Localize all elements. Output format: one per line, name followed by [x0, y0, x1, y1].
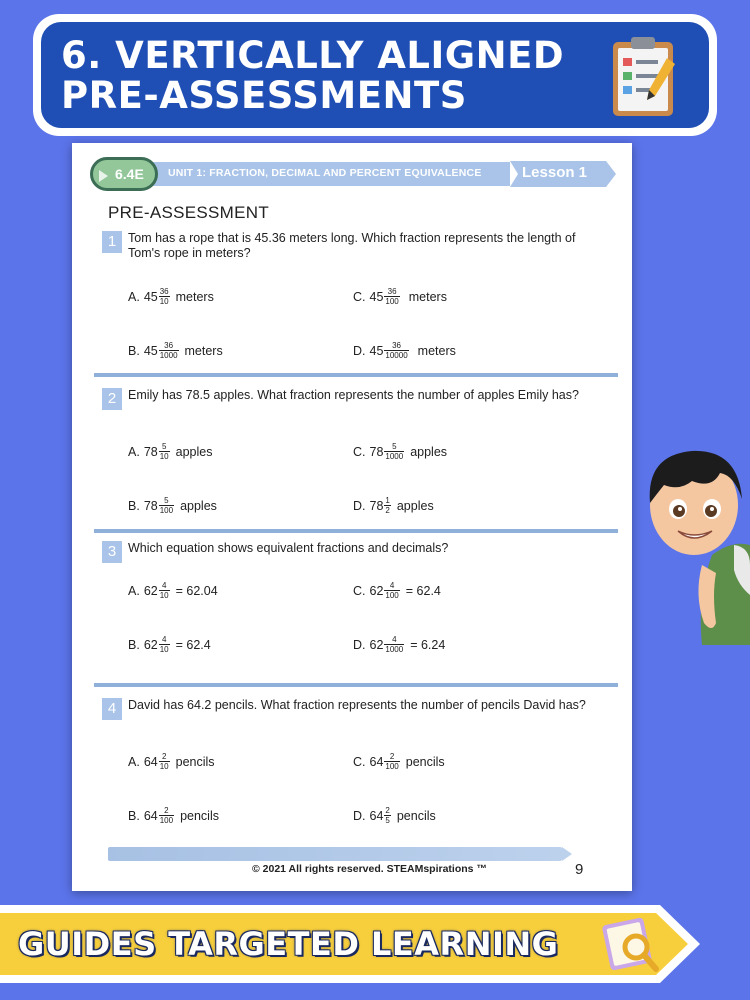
fraction: [159, 287, 170, 306]
option-d[interactable]: [353, 496, 434, 515]
option-letter: C.: [353, 289, 366, 304]
fraction: [159, 341, 179, 360]
fraction-denominator: 100: [385, 762, 399, 771]
option-whole: 64: [143, 808, 158, 823]
question-text: Emily has 78.5 apples. What fraction represents the number of apples Emily has?: [128, 388, 579, 402]
boy-mascot-illustration: [642, 445, 750, 645]
option-whole: 45: [369, 343, 384, 358]
option-unit: apples: [180, 498, 217, 513]
option-letter: B.: [128, 808, 140, 823]
option-letter: A.: [128, 289, 140, 304]
question-number: 1: [102, 231, 122, 253]
option-letter: A.: [128, 444, 140, 459]
option-whole: 45: [143, 343, 158, 358]
question-text: Tom has a rope that is 45.36 meters long. Which fraction represents the length of Tom's rope in meters?: [128, 231, 576, 260]
fraction-denominator: 100: [159, 506, 174, 515]
page-number: 9: [575, 861, 584, 878]
option-d[interactable]: [353, 806, 436, 825]
option-whole: 62: [143, 637, 158, 652]
standard-badge: [90, 157, 158, 191]
footer-bar-arrow: [562, 847, 572, 861]
option-whole: 64: [369, 808, 384, 823]
fraction-denominator: 10: [159, 645, 169, 654]
option-c[interactable]: [353, 442, 447, 461]
option-d[interactable]: [353, 635, 445, 654]
option-letter: B.: [128, 343, 140, 358]
fraction: [159, 442, 170, 461]
lesson-label: Lesson 1: [522, 164, 588, 181]
header-banner-inner: [41, 22, 709, 128]
option-unit: apples: [410, 444, 448, 459]
fraction-numerator: 5: [164, 496, 169, 505]
fraction: [159, 581, 170, 600]
fraction-numerator: 2: [385, 806, 390, 815]
option-letter: D.: [353, 343, 366, 358]
fraction-denominator: 10: [159, 452, 169, 461]
unit-title: UNIT 1: FRACTION, DECIMAL AND PERCENT EQUIVALENCE: [168, 167, 482, 179]
option-c[interactable]: [353, 581, 441, 600]
option-letter: C.: [353, 444, 366, 459]
header-title: 6. VERTICALLY ALIGNED PRE-ASSESSMENTS: [61, 34, 565, 117]
fraction: [159, 752, 170, 771]
copyright-text: © 2021 All rights reserved. STEAMspirations ™: [252, 863, 487, 875]
option-d[interactable]: [353, 341, 456, 360]
question-number: 4: [102, 698, 122, 720]
fraction: [159, 806, 174, 825]
fraction: [384, 806, 390, 825]
fraction-denominator: 100: [385, 297, 399, 306]
fraction-denominator: 1000: [159, 351, 178, 360]
option-unit: pencils: [396, 808, 436, 823]
option-letter: B.: [128, 637, 140, 652]
question-number: 2: [102, 388, 122, 410]
option-a[interactable]: [128, 752, 215, 771]
option-whole: 62: [143, 583, 158, 598]
option-b[interactable]: [128, 806, 219, 825]
fraction-denominator: 100: [159, 816, 174, 825]
worksheet-page: [72, 143, 632, 891]
fraction-numerator: 2: [164, 806, 169, 815]
fraction-numerator: 4: [161, 581, 167, 590]
fraction-denominator: 10: [159, 591, 169, 600]
option-unit: pencils: [175, 754, 215, 769]
option-c[interactable]: [353, 752, 445, 771]
option-whole: 45: [143, 289, 158, 304]
option-unit: meters: [184, 343, 223, 358]
option-letter: D.: [353, 808, 366, 823]
notebook-magnifier-icon: [600, 913, 662, 975]
header-banner: [33, 14, 717, 136]
question-divider: [94, 683, 618, 687]
option-whole: 45: [369, 289, 384, 304]
option-letter: A.: [128, 754, 140, 769]
fraction-numerator: 4: [389, 581, 395, 590]
fraction: [384, 442, 404, 461]
option-unit: pencils: [405, 754, 445, 769]
question-number: 3: [102, 541, 122, 563]
fraction: [159, 496, 174, 515]
clipboard-checklist-icon: [609, 34, 681, 118]
fraction-numerator: 2: [389, 752, 395, 761]
option-whole: 62: [369, 583, 384, 598]
option-unit: = 6.24: [410, 637, 446, 652]
option-letter: D.: [353, 637, 366, 652]
option-letter: C.: [353, 583, 366, 598]
option-letter: D.: [353, 498, 366, 513]
option-unit: apples: [175, 444, 213, 459]
option-a[interactable]: [128, 442, 212, 461]
fraction-denominator: 1000: [385, 645, 404, 654]
footer-bar: [108, 847, 562, 861]
fraction: [384, 341, 408, 360]
fraction-denominator: 1000: [385, 452, 404, 461]
option-letter: C.: [353, 754, 366, 769]
fraction-numerator: 2: [161, 752, 167, 761]
option-b[interactable]: [128, 635, 211, 654]
fraction-numerator: 36: [159, 287, 169, 296]
fraction-denominator: 10000: [385, 351, 408, 360]
fraction-numerator: 5: [161, 442, 167, 451]
fraction-numerator: 1: [385, 496, 390, 505]
fraction-numerator: 36: [164, 341, 174, 350]
section-title: PRE-ASSESSMENT: [108, 203, 270, 222]
option-letter: A.: [128, 583, 140, 598]
fraction-numerator: 4: [392, 635, 397, 644]
option-whole: 78: [143, 444, 158, 459]
option-c[interactable]: [353, 287, 447, 306]
fraction-numerator: 4: [161, 635, 167, 644]
option-whole: 64: [369, 754, 384, 769]
option-unit: apples: [396, 498, 434, 513]
option-unit: meters: [417, 343, 456, 358]
fraction: [384, 752, 399, 771]
fraction-numerator: 36: [387, 287, 397, 296]
fraction: [384, 581, 399, 600]
question-divider: [94, 529, 618, 533]
option-whole: 78: [369, 498, 384, 513]
fraction-denominator: 100: [385, 591, 399, 600]
question-divider: [94, 373, 618, 377]
fraction-denominator: 10: [159, 297, 169, 306]
play-arrow-icon: [99, 170, 108, 182]
page-header: [90, 157, 620, 191]
option-unit: = 62.4: [405, 583, 441, 598]
option-b[interactable]: [128, 341, 223, 360]
option-a[interactable]: [128, 581, 218, 600]
fraction-numerator: 5: [392, 442, 397, 451]
option-a[interactable]: [128, 287, 214, 306]
option-whole: 78: [143, 498, 158, 513]
bottom-banner-text: GUIDES TARGETED LEARNING: [18, 925, 559, 963]
option-unit: meters: [408, 289, 447, 304]
option-whole: 62: [369, 637, 384, 652]
fraction-numerator: 36: [392, 341, 401, 350]
option-unit: = 62.04: [175, 583, 218, 598]
option-letter: B.: [128, 498, 140, 513]
fraction: [384, 635, 404, 654]
option-unit: meters: [175, 289, 214, 304]
fraction: [384, 287, 399, 306]
standard-badge-label: 6.4E: [115, 166, 144, 182]
fraction-denominator: 10: [159, 762, 169, 771]
question-text: David has 64.2 pencils. What fraction represents the number of pencils David has?: [128, 698, 586, 712]
question-text: Which equation shows equivalent fractions and decimals?: [128, 541, 449, 555]
option-b[interactable]: [128, 496, 217, 515]
fraction-denominator: 2: [385, 506, 390, 515]
fraction-denominator: 5: [385, 816, 390, 825]
option-unit: pencils: [180, 808, 219, 823]
option-whole: 64: [143, 754, 158, 769]
fraction: [159, 635, 170, 654]
fraction: [384, 496, 390, 515]
option-unit: = 62.4: [175, 637, 211, 652]
option-whole: 78: [369, 444, 384, 459]
